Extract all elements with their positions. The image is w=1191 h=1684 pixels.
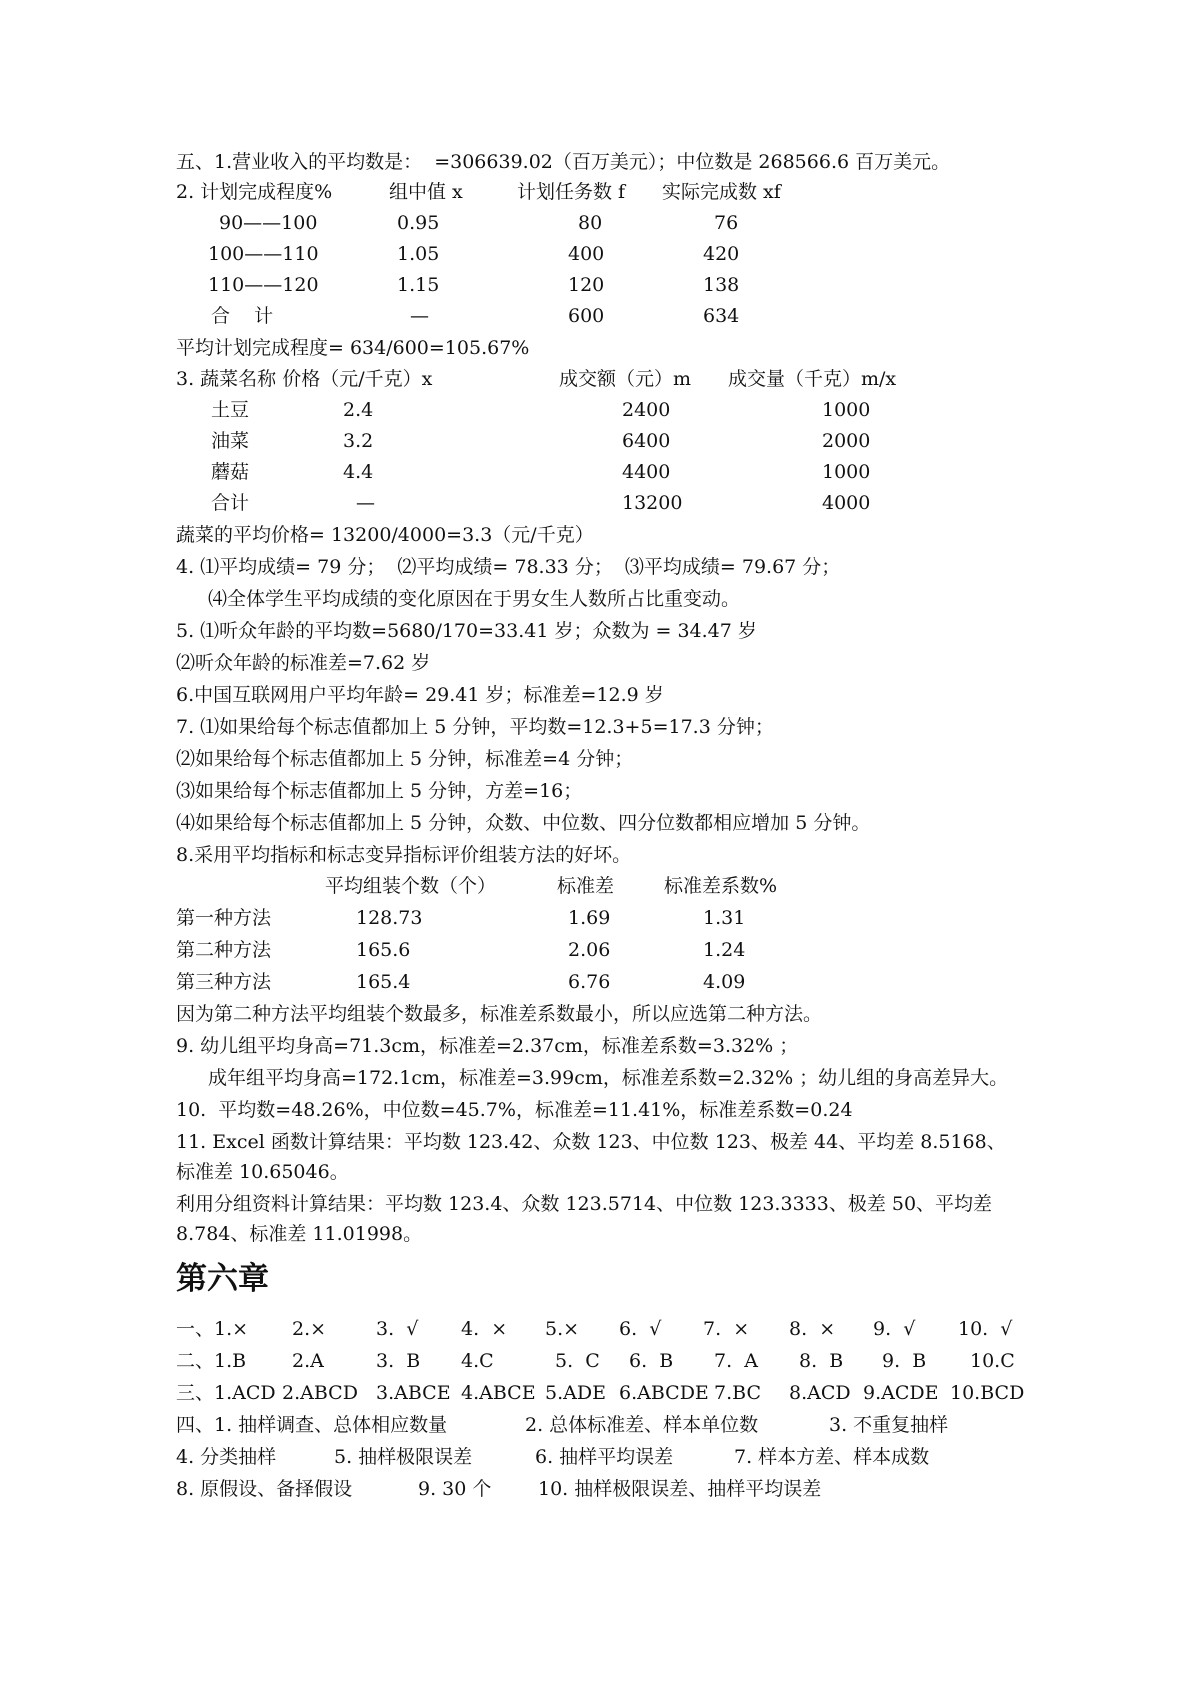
ch6-fill-row xyxy=(0,1477,822,1597)
ch6-item: 8. B xyxy=(799,1350,844,1372)
q2-cell: 400 xyxy=(568,243,605,265)
ch6-item: 9. √ xyxy=(873,1318,916,1340)
ch6-item: 3. B xyxy=(376,1350,421,1372)
q3-header: 成交额（元）m xyxy=(559,368,692,390)
q8-cell: 2.06 xyxy=(568,939,611,961)
answer-11-line2: 标准差 10.65046。 xyxy=(176,1161,349,1183)
q8-header: 平均组装个数（个） xyxy=(325,875,497,897)
answer-4-note: ⑷全体学生平均成绩的变化原因在于男女生人数所占比重变动。 xyxy=(208,588,741,610)
q2-header: 组中值 x xyxy=(389,181,463,203)
ch6-item: 4.C xyxy=(461,1350,494,1372)
q8-cell: 4.09 xyxy=(703,971,746,993)
ch6-item: 3. √ xyxy=(376,1318,419,1340)
ch6-item: 10. √ xyxy=(958,1318,1013,1340)
ch6-item: 3.ABCE xyxy=(376,1382,451,1404)
ch6-item: 2.ABCD xyxy=(282,1382,358,1404)
answer-5: 5. ⑴听众年龄的平均数=5680/170=33.41 岁；众数为 = 34.47 岁 xyxy=(176,620,757,642)
ch6-item: 4. 分类抽样 xyxy=(176,1446,277,1468)
ch6-item: 5. 抽样极限误差 xyxy=(334,1446,473,1468)
q2-cell: 600 xyxy=(568,305,605,327)
q3-result: 蔬菜的平均价格= 13200/4000=3.3（元/千克） xyxy=(176,524,594,546)
q3-cell: 3.2 xyxy=(343,430,374,452)
q8-cell: 1.69 xyxy=(568,907,611,929)
q3-cell: 油菜 xyxy=(211,430,250,452)
ch6-item: 一、1.× xyxy=(176,1318,249,1340)
ch6-item: 二、1.B xyxy=(176,1350,247,1372)
ch6-item: 6. B xyxy=(629,1350,674,1372)
q8-cell: 165.4 xyxy=(356,971,411,993)
ch6-item: 6.ABCDE xyxy=(619,1382,709,1404)
ch6-item: 四、1. 抽样调查、总体相应数量 xyxy=(176,1414,448,1436)
ch6-item: 8. × xyxy=(789,1318,836,1340)
answer-5-1: 五、1.营业收入的平均数是： =306639.02（百万美元）；中位数是 268566.6 百万美元。 xyxy=(176,151,951,173)
ch6-item: 三、1.ACD xyxy=(176,1382,276,1404)
q2-cell: 138 xyxy=(703,274,740,296)
q2-header: 2. 计划完成程度% xyxy=(176,181,333,203)
q8-cell: 165.6 xyxy=(356,939,411,961)
ch6-item: 8. 原假设、备择假设 xyxy=(176,1478,353,1500)
ch6-item: 4.ABCE xyxy=(461,1382,536,1404)
q3-cell: 合计 xyxy=(211,492,250,514)
answer-6: 6.中国互联网用户平均年龄= 29.41 岁；标准差=12.9 岁 xyxy=(176,684,664,706)
q2-cell: 80 xyxy=(578,212,603,234)
q8-cell: 128.73 xyxy=(356,907,423,929)
ch6-item: 5.ADE xyxy=(545,1382,606,1404)
answer-9: 9. 幼儿组平均身高=71.3cm，标准差=2.37cm，标准差系数=3.32% ； xyxy=(176,1035,799,1057)
q2-header: 实际完成数 xf xyxy=(662,181,781,203)
ch6-item: 5.× xyxy=(545,1318,580,1340)
ch6-item: 7. × xyxy=(703,1318,750,1340)
q2-result: 平均计划完成程度= 634/600=105.67% xyxy=(176,337,530,359)
ch6-item: 6. 抽样平均误差 xyxy=(535,1446,674,1468)
q3-cell: — xyxy=(356,492,375,514)
q8-cell: 第三种方法 xyxy=(176,971,272,993)
ch6-item: 2.× xyxy=(292,1318,327,1340)
ch6-item: 10.C xyxy=(970,1350,1015,1372)
q2-header: 计划任务数 f xyxy=(517,181,626,203)
q3-cell: 4000 xyxy=(822,492,871,514)
q8-header: 标准差 xyxy=(557,875,615,897)
ch6-item: 7.BC xyxy=(714,1382,761,1404)
q3-cell: 土豆 xyxy=(211,399,250,421)
q3-cell: 1000 xyxy=(822,399,871,421)
ch6-item: 7. 样本方差、样本成数 xyxy=(734,1446,930,1468)
q3-cell: 2.4 xyxy=(343,399,374,421)
q8-cell: 第一种方法 xyxy=(176,907,272,929)
q2-cell: 0.95 xyxy=(397,212,440,234)
answer-4: 4. ⑴平均成绩= 79 分； ⑵平均成绩= 78.33 分； ⑶平均成绩= 79.67 分； xyxy=(176,556,841,578)
q3-cell: 6400 xyxy=(622,430,671,452)
ch6-item: 9. B xyxy=(882,1350,927,1372)
q8-header: 标准差系数% xyxy=(664,875,778,897)
q3-cell: 蘑菇 xyxy=(211,461,250,483)
ch6-item: 7. A xyxy=(714,1350,758,1372)
ch6-item: 6. √ xyxy=(619,1318,662,1340)
q3-cell: 2000 xyxy=(822,430,871,452)
answer-7-1: 7. ⑴如果给每个标志值都加上 5 分钟，平均数=12.3+5=17.3 分钟； xyxy=(176,716,774,738)
q8-cell: 6.76 xyxy=(568,971,611,993)
q8-cell: 第二种方法 xyxy=(176,939,272,961)
q2-cell: 76 xyxy=(714,212,739,234)
answer-8-intro: 8.采用平均指标和标志变异指标评价组装方法的好坏。 xyxy=(176,844,632,866)
q3-cell: 13200 xyxy=(622,492,683,514)
ch6-item: 10. 抽样极限误差、抽样平均误差 xyxy=(538,1478,822,1500)
answer-10: 10. 平均数=48.26%，中位数=45.7%，标准差=11.41%，标准差系数=0.24 xyxy=(176,1099,853,1121)
answer-5-sd: ⑵听众年龄的标准差=7.62 岁 xyxy=(176,652,431,674)
q2-cell: 合 计 xyxy=(211,305,274,327)
answer-7-4: ⑷如果给每个标志值都加上 5 分钟，众数、中位数、四分位数都相应增加 5 分钟。 xyxy=(176,812,871,834)
ch6-item: 2. 总体标准差、样本单位数 xyxy=(525,1414,759,1436)
answer-11-line1: 11. Excel 函数计算结果：平均数 123.42、众数 123、中位数 123、极差 44、平均差 8.5168、 xyxy=(176,1131,1006,1153)
q3-cell: 1000 xyxy=(822,461,871,483)
q8-cell: 1.24 xyxy=(703,939,746,961)
q2-cell: 634 xyxy=(703,305,740,327)
q3-cell: 2400 xyxy=(622,399,671,421)
ch6-item: 9. 30 个 xyxy=(418,1478,492,1500)
answer-7-3: ⑶如果给每个标志值都加上 5 分钟，方差=16； xyxy=(176,780,583,802)
answer-11-line4: 8.784、标准差 11.01998。 xyxy=(176,1223,423,1245)
answer-8-result: 因为第二种方法平均组装个数最多，标准差系数最小，所以应选第二种方法。 xyxy=(176,1003,823,1025)
chapter-title: 第六章 xyxy=(176,1261,269,1297)
ch6-item: 10.BCD xyxy=(950,1382,1025,1404)
q3-cell: 4400 xyxy=(622,461,671,483)
ch6-item: 2.A xyxy=(292,1350,324,1372)
q2-cell: — xyxy=(410,305,429,327)
q2-cell: 1.15 xyxy=(397,274,440,296)
q2-cell: 420 xyxy=(703,243,740,265)
q2-cell: 120 xyxy=(568,274,605,296)
q3-header: 成交量（千克）m/x xyxy=(728,368,897,390)
q8-cell: 1.31 xyxy=(703,907,746,929)
answer-9-adult: 成年组平均身高=172.1cm，标准差=3.99cm，标准差系数=2.32% ；幼儿组的身高差异大。 xyxy=(208,1067,1009,1089)
q2-cell: 110——120 xyxy=(208,274,319,296)
ch6-item: 4. × xyxy=(461,1318,508,1340)
ch6-item: 5. C xyxy=(555,1350,600,1372)
answer-7-2: ⑵如果给每个标志值都加上 5 分钟，标准差=4 分钟； xyxy=(176,748,634,770)
q2-cell: 100——110 xyxy=(208,243,319,265)
answer-11-line3: 利用分组资料计算结果：平均数 123.4、众数 123.5714、中位数 123.3333、极差 50、平均差 xyxy=(176,1193,993,1215)
ch6-item: 9.ACDE xyxy=(863,1382,939,1404)
q2-cell: 90——100 xyxy=(219,212,318,234)
ch6-item: 8.ACD xyxy=(789,1382,851,1404)
q3-header: 3. 蔬菜名称 价格（元/千克）x xyxy=(176,368,433,390)
q3-cell: 4.4 xyxy=(343,461,374,483)
ch6-item: 3. 不重复抽样 xyxy=(829,1414,949,1436)
q2-cell: 1.05 xyxy=(397,243,440,265)
